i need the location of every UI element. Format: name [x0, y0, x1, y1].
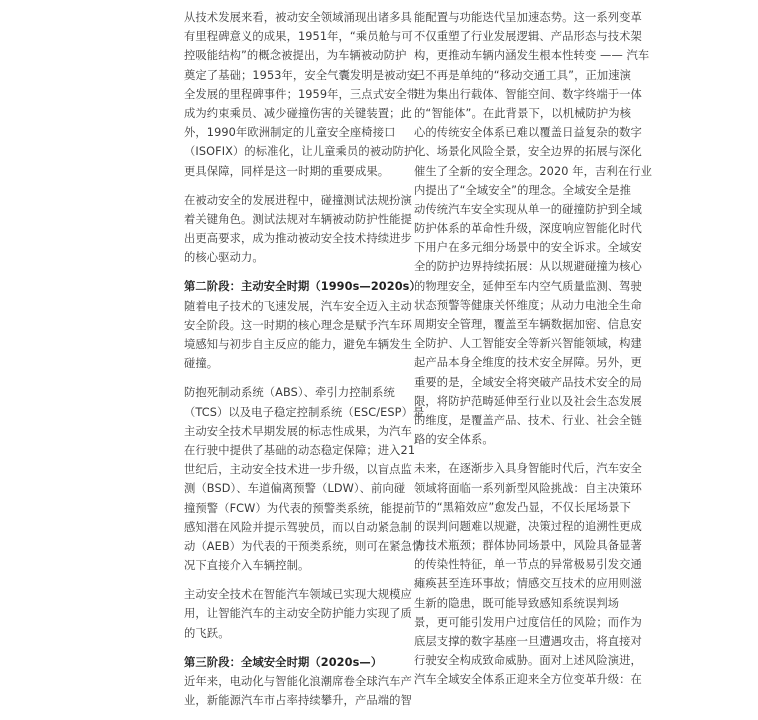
heading-text: 第三阶段：全域安全时期（2020s—）	[184, 655, 383, 669]
text-line: 起产品本身全维度的技术安全屏障。另外，更	[414, 356, 642, 370]
text-line: 的误判问题难以规避，决策过程的追溯性更成	[414, 519, 642, 533]
text-line: 状态预警等健康关怀维度；从动力电池全生命	[414, 298, 642, 312]
text-line: 况下直接介入车辆控制。	[184, 559, 310, 573]
text-line: 路的安全体系。	[414, 433, 494, 447]
text-line: 周期安全管理，覆盖至车辆数据加密、信息安	[414, 318, 642, 331]
text-line: 的“智能体”。在此背景下，以机械防护为核	[414, 106, 632, 120]
text-line: 已不再是单纯的“移动交通工具”，正加速演	[414, 68, 632, 82]
text-line: 主动安全技术早期发展的标志性成果，为汽车	[184, 424, 412, 438]
right-paragraph-2	[414, 459, 642, 689]
text-line: 化、场景化风险全景，安全边界的拓展与深化	[414, 145, 642, 159]
section-heading-stage-3	[184, 653, 394, 672]
text-line: 生新的隐患，既可能导致感知系统误判场	[414, 596, 620, 610]
text-line: （TCS）以及电子稳定控制系统（ESC/ESP）是	[184, 405, 425, 419]
text-line: 随着电子技术的飞速发展，汽车安全迈入主动	[184, 299, 412, 313]
text-line: 全的防护边界持续拓展：从以规避碰撞为核心	[414, 260, 642, 274]
text-line: 的维度，是覆盖产品、技术、行业、社会全链	[414, 413, 642, 427]
text-line: 业，新能源汽车市占率持续攀升，产品端的智	[184, 694, 412, 708]
text-line: 在被动安全的发展进程中，碰撞测试法规扮演	[184, 193, 412, 207]
text-line: （ISOFIX）的标准化，让儿童乘员的被动防护	[184, 145, 416, 159]
text-line: 汽车全域安全体系正迎来全方位变革升级：在	[414, 673, 642, 687]
text-line: 的传染性特征，单一节点的异常极易引发交通	[414, 558, 642, 572]
text-line: 构，更推动车辆内涵发生根本性转变 —— 汽车	[414, 49, 650, 63]
left-paragraph-1	[184, 8, 419, 181]
text-line: 用，让智能汽车的主动安全防护能力实现了质	[184, 607, 412, 621]
text-line: 心的传统安全体系已难以覆盖日益复杂的数字	[414, 126, 642, 140]
text-line: 测（BSD）、车道偏离预警（LDW）、前向碰	[184, 482, 406, 496]
text-line: 世纪后，主动安全技术进一步升级，以盲点监	[184, 463, 412, 477]
text-line: 行驶安全构成致命威胁。面对上述风险演进，	[414, 654, 642, 668]
left-paragraph-4	[184, 383, 425, 575]
text-line: 境感知与初步自主反应的能力，避免车辆发生	[184, 338, 412, 351]
text-line: 催生了全新的安全理念。2020 年，吉利在行业	[414, 164, 652, 178]
text-line: 全发展的里程碑事件；1959年，三点式安全带	[184, 87, 419, 101]
text-line: 节的“黑箱效应”愈发凸显，不仅长尾场景下	[414, 500, 632, 514]
text-line: 领域将面临一系列新型风险挑战：自主决策环	[414, 481, 642, 495]
text-line: 的物理安全，延伸至车内空气质量监测、驾驶	[414, 279, 642, 293]
text-line: 重要的是，全域安全将突破产品技术安全的局	[414, 375, 642, 389]
left-paragraph-6	[184, 672, 412, 710]
text-line: 出更高要求，成为推动被动安全技术持续进步	[184, 232, 412, 246]
text-line: 安全阶段。这一时期的核心理念是赋予汽车环	[184, 318, 412, 332]
left-paragraph-3	[184, 297, 412, 374]
text-line: 未来，在逐渐步入具身智能时代后，汽车安全	[414, 462, 642, 476]
text-line: 控吸能结构”的概念被提出，为车辆被动防护	[184, 49, 407, 63]
text-line: 的核心驱动力。	[184, 251, 264, 265]
section-heading-stage-2	[184, 277, 421, 296]
text-line: 全防护、人工智能安全等新兴智能领域，构建	[414, 337, 642, 351]
left-paragraph-5	[184, 585, 412, 643]
text-line: 能配置与功能迭代呈加速态势。这一系列变革	[414, 11, 642, 24]
text-line: 着关键角色。测试法规对车辆被动防护性能提	[184, 212, 412, 226]
text-line: 的飞跃。	[184, 626, 230, 640]
heading-text: 第二阶段：主动安全时期（1990s—2020s）	[184, 280, 421, 294]
text-line: 动传统汽车安全实现从单一的碰撞防护到全域	[414, 202, 642, 216]
text-line: 景，更可能引发用户过度信任的风险；而作为	[414, 615, 642, 629]
text-line: 撞预警（FCW）为代表的预警类系统，能提前	[184, 501, 416, 515]
left-paragraph-2	[184, 191, 412, 268]
text-line: 外，1990年欧洲制定的儿童安全座椅接口	[184, 126, 396, 140]
text-line: 近年来，电动化与智能化浪潮席卷全球汽车产	[184, 675, 412, 688]
right-column	[414, 8, 652, 700]
text-line: 底层支撑的数字基座一旦遭遇攻击，将直接对	[414, 635, 642, 648]
text-line: 防护体系的革命性升级，深度响应智能化时代	[414, 222, 642, 236]
text-line: 更具保障，同样是这一时期的重要成果。	[184, 164, 390, 178]
text-line: 动（AEB）为代表的干预类系统，则可在紧急情	[184, 539, 424, 553]
text-line: 碰撞。	[184, 357, 219, 371]
text-line: 从技术发展来看，被动安全领域涌现出诸多具	[184, 11, 412, 24]
text-line: 主动安全技术在智能汽车领域已实现大规模应	[184, 588, 412, 602]
left-column	[184, 8, 425, 720]
text-line: 在行驶中提供了基础的动态稳定保障；进入21	[184, 443, 416, 457]
text-line: 不仅重塑了行业发展逻辑、产品形态与技术架	[414, 30, 642, 44]
text-line: 限，将防护范畴延伸至行业以及社会生态发展	[414, 394, 642, 408]
text-line: 奠定了基础；1953年，安全气囊发明是被动安	[184, 68, 419, 82]
text-line: 内提出了“全域安全”的理念。全域安全是推	[414, 183, 632, 197]
text-line: 瘫痪甚至连环事故；情感交互技术的应用则滋	[414, 577, 642, 591]
text-line: 成为约束乘员、减少碰撞伤害的关键装置；此	[184, 106, 412, 120]
text-line: 有里程碑意义的成果，1951年，“乘员舱与可	[184, 30, 413, 44]
text-line: 下用户在多元细分场景中的安全诉求。全域安	[414, 241, 642, 255]
text-line: 为技术瓶颈；群体协同场景中，风险具备显著	[414, 539, 642, 553]
text-line: 防抱死制动系统（ABS）、牵引力控制系统	[184, 386, 395, 400]
right-paragraph-1	[414, 8, 652, 449]
text-line: 进为集出行载体、智能空间、数字终端于一体	[414, 87, 642, 101]
text-line: 感知潜在风险并提示驾驶员，而以自动紧急制	[184, 520, 412, 534]
